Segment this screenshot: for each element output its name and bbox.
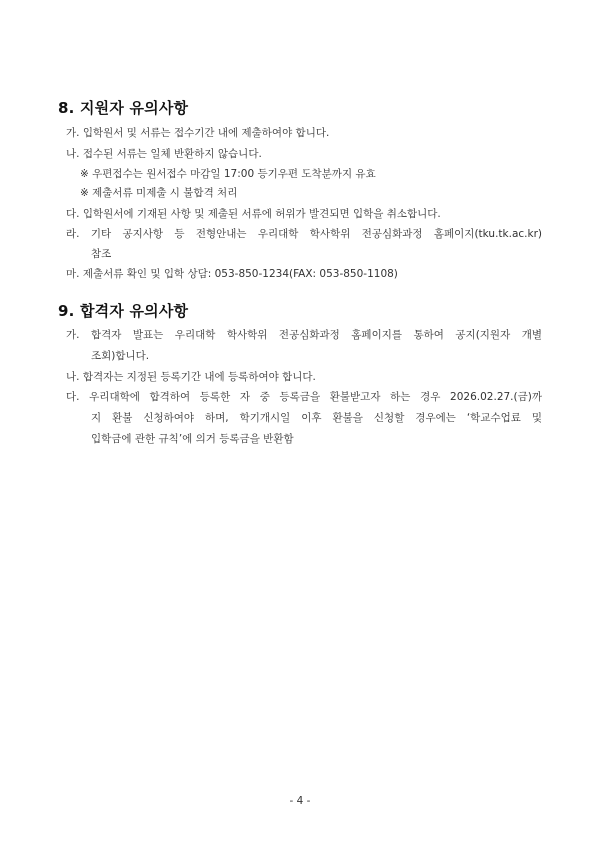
- section-8-title: 8. 지원자 유의사항: [58, 99, 189, 117]
- section-8-item-ma: 마. 제출서류 확인 및 입학 상담: 053-850-1234(FAX: 053-850-1108): [66, 268, 398, 280]
- section-8-item-da: 다. 입학원서에 기재된 사항 및 제출된 서류에 허위가 발견되면 입학을 취소합니다.: [66, 208, 441, 220]
- section-8-note-missing: ※ 제출서류 미제출 시 불합격 처리: [80, 187, 238, 199]
- section-9-item-ga: 가. 합격자 발표는 우리대학 학사학위 전공심화과정 홈페이지를 통하여 공지(지원자 개별: [66, 329, 542, 341]
- section-8-item-ra-cont: 참조: [91, 248, 112, 260]
- section-9-title: 9. 합격자 유의사항: [58, 302, 189, 320]
- section-8-item-na: 나. 접수된 서류는 일체 반환하지 않습니다.: [66, 148, 262, 160]
- section-9-item-ga-cont: 조회)합니다.: [91, 350, 150, 362]
- page-number: - 4 -: [289, 795, 311, 807]
- section-8-note-mail: ※ 우편접수는 원서접수 마감일 17:00 등기우편 도착분까지 유효: [80, 168, 376, 180]
- section-8-item-ga: 가. 입학원서 및 서류는 접수기간 내에 제출하여야 합니다.: [66, 127, 330, 139]
- section-9-item-da-cont2: 입학금에 관한 규칙’에 의거 등록금을 반환함: [91, 433, 294, 445]
- section-9-item-na: 나. 합격자는 지정된 등록기간 내에 등록하여야 합니다.: [66, 371, 316, 383]
- section-9-item-da-cont1: 지 환불 신청하여야 하며, 학기개시일 이후 환불을 신청할 경우에는 ‘학교수업료 및: [91, 412, 542, 424]
- section-9-item-da: 다. 우리대학에 합격하여 등록한 자 중 등록금을 환불받고자 하는 경우 2026.02.27.(금)까: [66, 391, 542, 403]
- section-8-item-ra: 라. 기타 공지사항 등 전형안내는 우리대학 학사학위 전공심화과정 홈페이지(tku.tk.ac.kr): [66, 228, 542, 240]
